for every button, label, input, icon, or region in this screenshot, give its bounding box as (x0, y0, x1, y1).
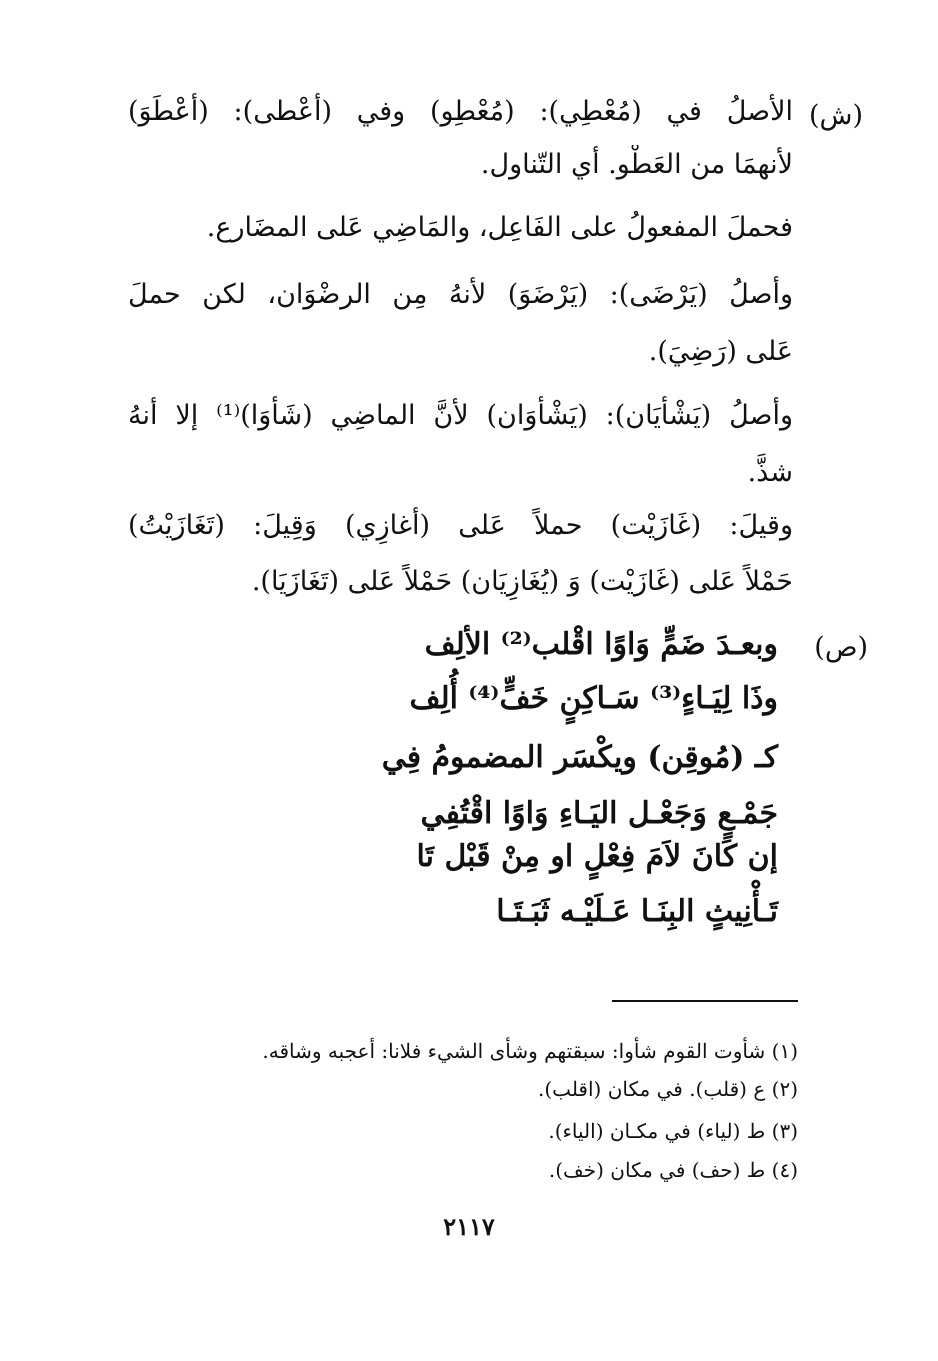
poem-verse-4: جَمْـعٍ وَجَعْـل اليَـاءِ وَاوًا اقْتُفِي (420, 796, 778, 831)
poem-marker: (ص) (814, 632, 868, 663)
poem-verse-6: تَـأْنِيثٍ البِنَـا عَـلَيْـه ثَبَـتَـا (496, 894, 778, 929)
footnote-3: (٣) ط (لياء) في مكـان (الياء). (548, 1119, 798, 1143)
commentary-line-7: شذَّ. (747, 457, 793, 488)
commentary-marker: (ش) (808, 100, 863, 131)
poem-verse-3: كـ (مُوقِن) ويكْسَر المضمومُ فِي (381, 740, 778, 775)
commentary-line-3: فحملَ المفعولُ على الفَاعِل، والمَاضِي عَلى المضَارع. (206, 212, 793, 243)
commentary-line-2: لأنهمَا من العَطْو. أي التّناول. (480, 149, 793, 180)
commentary-line-8: وقيلَ: (غَازَيْت) حملاً عَلى (أغازِي) وَقِيلَ: (تَغَازَيْتُ) (128, 510, 793, 541)
commentary-line-6: وأصلُ (يَشْأَيَان): (يَشْأَوَان) لأنَّ الماضِي (شَأَوَا)⁽¹⁾ إلا أنهُ (128, 400, 793, 431)
footnote-4: (٤) ط (حف) في مكان (خف). (548, 1158, 798, 1182)
poem-verse-2: وذَا لِيَـاءٍ⁽³⁾ سَـاكِنٍ خَفٍّ⁽⁴⁾ أُلِف (409, 681, 778, 716)
commentary-line-9: حَمْلاً عَلى (غَازَيْت) وَ (يُغَازِيَان) حَمْلاً عَلى (تَغَازَيَا). (251, 566, 793, 597)
page-number: ٢١١٧ (443, 1212, 495, 1241)
footnote-divider (612, 1000, 798, 1002)
poem-verse-5: إن كَانَ لاَمَ فِعْلٍ او مِنْ قَبْل تَا (416, 839, 778, 874)
commentary-line-5: عَلى (رَضِيَ). (648, 336, 793, 367)
commentary-line-4: وأصلُ (يَرْضَى): (يَرْضَوَ) لأنهُ مِن الرضْوَان، لكن حملَ (128, 279, 793, 310)
commentary-line-1: الأصلُ في (مُعْطِي): (مُعْطِو) وفي (أعْطى): (أعْطَوَ) (128, 96, 793, 127)
footnote-1: (١) شأوت القوم شأوا: سبقتهم وشأى الشيء فلانا: أعجبه وشاقه. (262, 1039, 798, 1063)
poem-verse-1: وبعـدَ ضَمٍّ وَاوًا اقْلب⁽²⁾ الألِف (424, 627, 778, 662)
footnote-2: (٢) ع (قلب). في مكان (اقلب). (538, 1077, 798, 1101)
